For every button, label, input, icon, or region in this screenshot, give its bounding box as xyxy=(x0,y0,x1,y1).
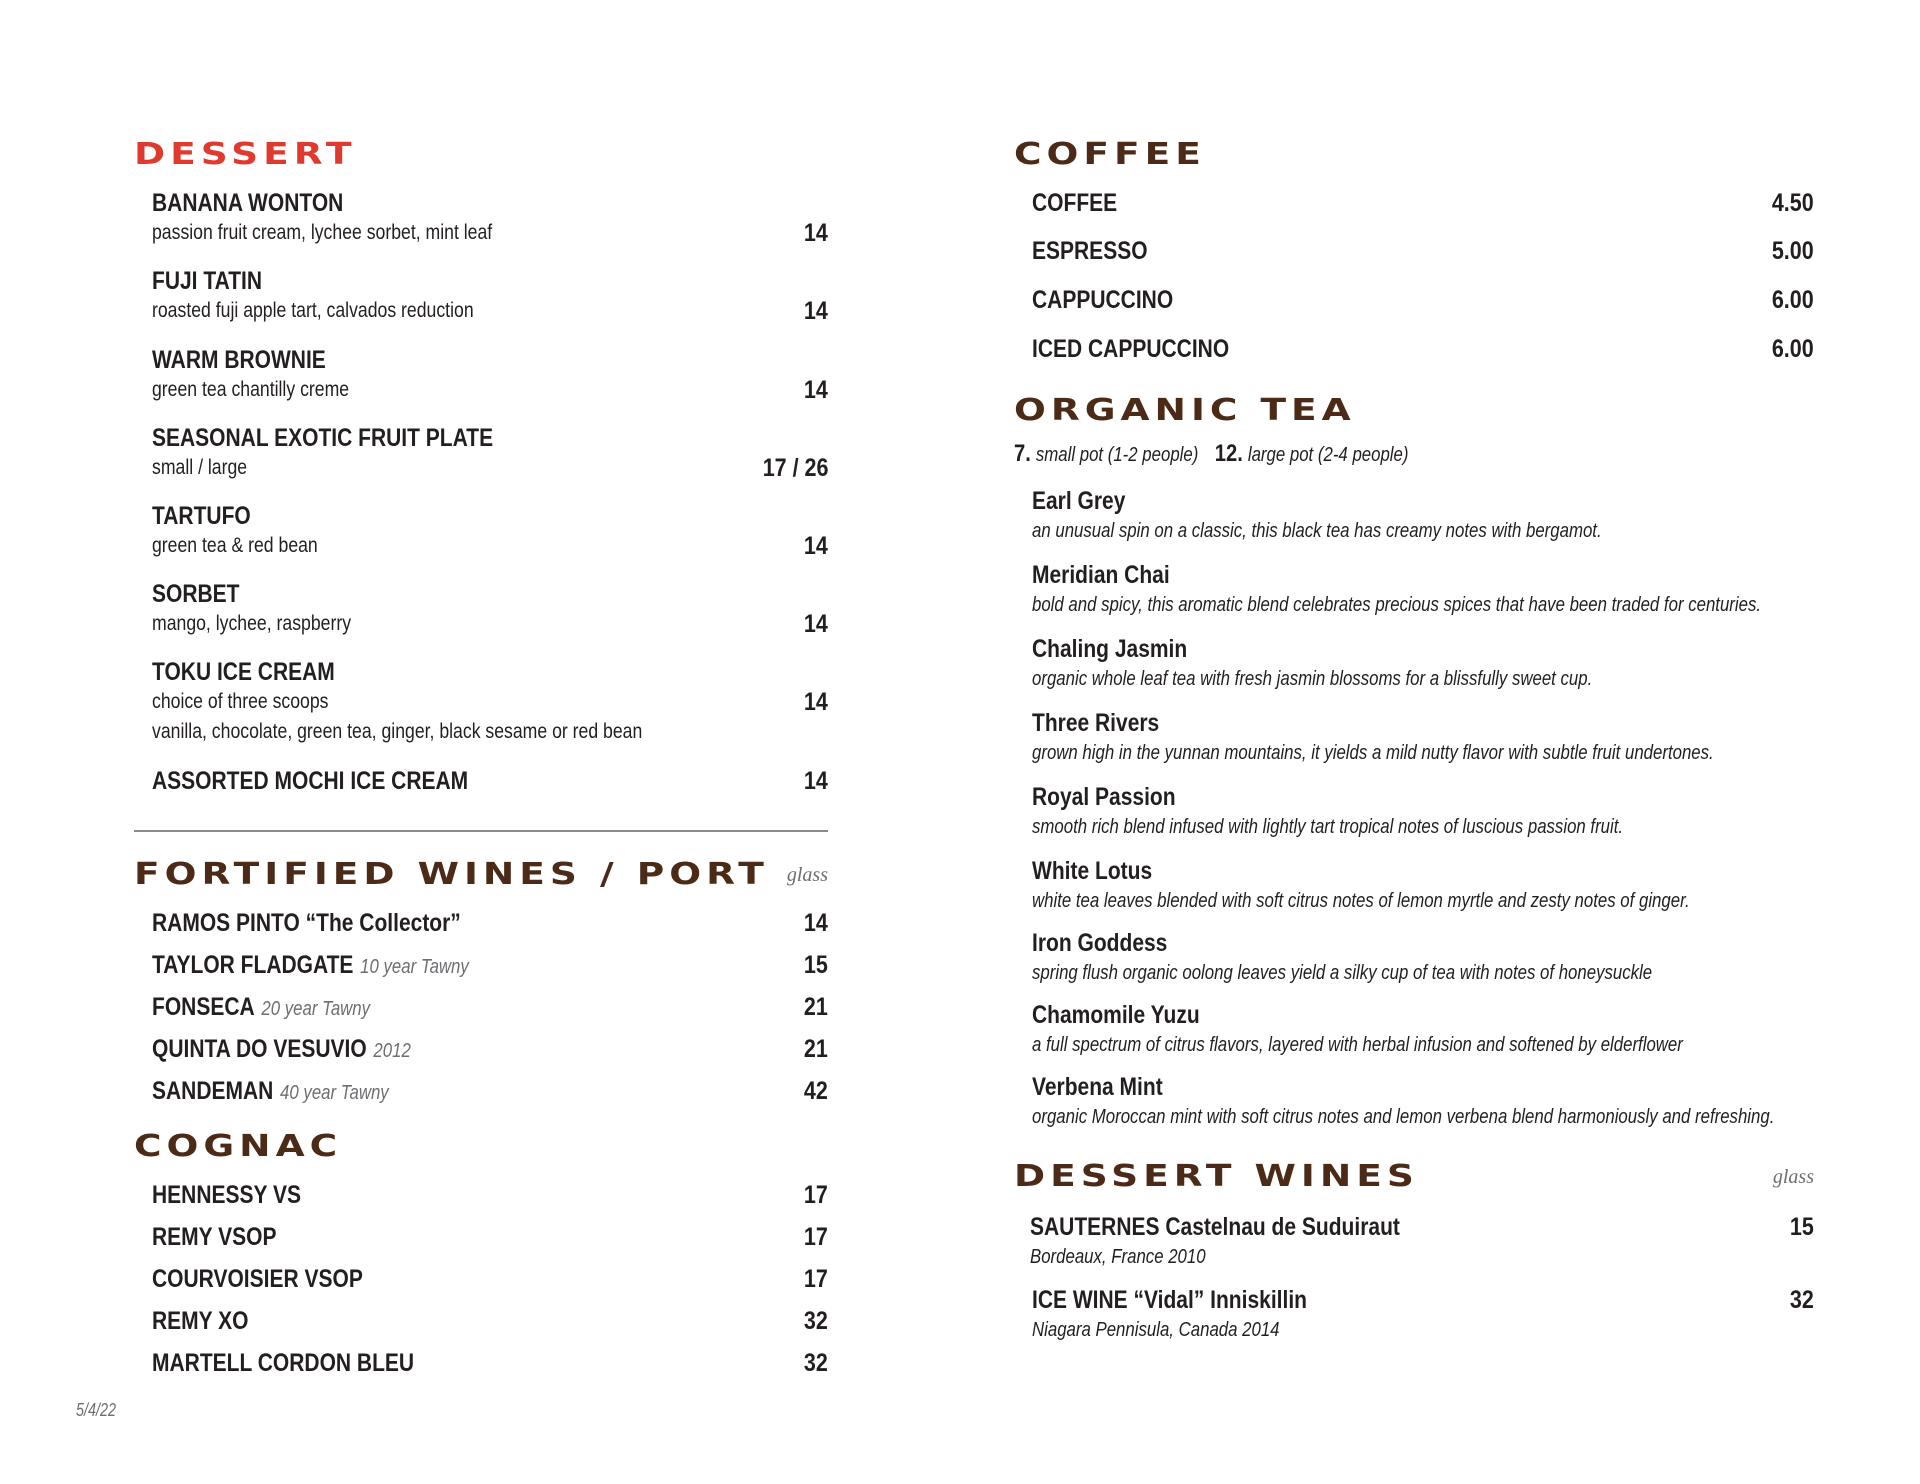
item-vintage: 2012 xyxy=(373,1040,411,1062)
item-name: TAYLOR FLADGATE 10 year Tawny xyxy=(152,951,469,979)
item-name: FUJI TATIN xyxy=(152,267,263,295)
item-name: COFFEE xyxy=(1032,189,1118,217)
small-pot-label: small pot (1-2 people) xyxy=(1035,444,1199,466)
item-name: TARTUFO xyxy=(152,502,251,530)
tea-name: Chamomile Yuzu xyxy=(1032,1001,1200,1029)
item-name: BANANA WONTON xyxy=(152,189,344,217)
item-price: 14 xyxy=(804,688,828,716)
item-name: COURVOISIER VSOP xyxy=(152,1265,363,1293)
item-name: REMY VSOP xyxy=(152,1223,277,1251)
item-desc: green tea chantilly creme xyxy=(152,378,350,401)
item-price: 14 xyxy=(804,610,828,638)
item-price: 32 xyxy=(804,1307,828,1335)
item-name: SORBET xyxy=(152,580,240,608)
tea-item xyxy=(1032,708,1814,768)
dessert-item xyxy=(152,423,828,483)
tea-item xyxy=(1032,560,1814,620)
item-price: 6.00 xyxy=(1772,335,1814,363)
item-desc: passion fruit cream, lychee sorbet, mint leaf xyxy=(152,221,493,244)
cognac-heading: COGNAC xyxy=(134,1129,343,1164)
dessert-wines-heading: DESSERT WINES xyxy=(1014,1159,1419,1194)
glass-note: glass xyxy=(1772,1166,1814,1188)
coffee-item xyxy=(1032,188,1814,218)
coffee-item xyxy=(1032,236,1814,266)
tea-name: Verbena Mint xyxy=(1032,1073,1163,1101)
item-price: 14 xyxy=(804,219,828,247)
tea-name: White Lotus xyxy=(1032,857,1153,885)
item-price: 17 xyxy=(804,1181,828,1209)
cognac-item xyxy=(152,1180,828,1210)
tea-desc: grown high in the yunnan mountains, it yields a mild nutty flavor with subtle fruit undertones. xyxy=(1032,742,1714,764)
tea-desc: an unusual spin on a classic, this black tea has creamy notes with bergamot. xyxy=(1032,520,1602,542)
item-desc: choice of three scoops xyxy=(152,690,329,713)
fortified-item xyxy=(152,908,828,938)
tea-item xyxy=(1032,634,1814,694)
large-pot-price: 12. xyxy=(1214,440,1243,467)
small-pot-price: 7. xyxy=(1014,440,1031,467)
item-origin: Niagara Pennisula, Canada 2014 xyxy=(1032,1319,1280,1341)
item-name: TOKU ICE CREAM xyxy=(152,658,335,686)
fortified-item xyxy=(152,1034,828,1066)
item-vintage: 20 year Tawny xyxy=(261,998,371,1020)
item-desc: roasted fuji apple tart, calvados reduction xyxy=(152,299,474,322)
dessert-item xyxy=(152,501,828,561)
item-price: 14 xyxy=(804,532,828,560)
tea-desc: smooth rich blend infused with lightly tart tropical notes of luscious passion fruit. xyxy=(1032,816,1624,838)
item-price: 17 / 26 xyxy=(762,454,828,482)
cognac-item xyxy=(152,1348,828,1378)
dessert-wine-item xyxy=(1032,1285,1814,1345)
item-name: CAPPUCCINO xyxy=(1032,286,1174,314)
fortified-item xyxy=(152,950,828,982)
item-price: 15 xyxy=(804,951,828,979)
fortified-item xyxy=(152,992,828,1024)
item-desc-flavors: vanilla, chocolate, green tea, ginger, black sesame or red bean xyxy=(152,720,643,743)
item-name: FONSECA 20 year Tawny xyxy=(152,993,371,1021)
dessert-item xyxy=(152,766,828,796)
item-price: 21 xyxy=(804,1035,828,1063)
dessert-wine-item xyxy=(1030,1212,1814,1272)
item-name: WARM BROWNIE xyxy=(152,346,326,374)
item-desc: mango, lychee, raspberry xyxy=(152,612,352,635)
tea-name: Chaling Jasmin xyxy=(1032,635,1188,663)
tea-name: Meridian Chai xyxy=(1032,561,1170,589)
item-price: 4.50 xyxy=(1772,189,1814,217)
item-name: ESPRESSO xyxy=(1032,237,1148,265)
item-price: 32 xyxy=(1790,1286,1814,1314)
item-name: SAUTERNES Castelnau de Suduiraut xyxy=(1030,1213,1400,1241)
item-name: ASSORTED MOCHI ICE CREAM xyxy=(152,767,469,795)
item-price: 14 xyxy=(804,297,828,325)
coffee-heading: COFFEE xyxy=(1014,137,1206,172)
cognac-item xyxy=(152,1306,828,1336)
tea-item xyxy=(1032,928,1814,988)
tea-desc: white tea leaves blended with soft citrus notes of lemon myrtle and zesty notes of ginger. xyxy=(1032,890,1690,912)
tea-item xyxy=(1032,1072,1814,1132)
fortified-item xyxy=(152,1076,828,1108)
tea-item xyxy=(1032,486,1814,546)
item-name: SANDEMAN 40 year Tawny xyxy=(152,1077,389,1105)
dessert-item xyxy=(152,345,828,405)
item-name: QUINTA DO VESUVIO 2012 xyxy=(152,1035,411,1063)
tea-desc: organic Moroccan mint with soft citrus notes and lemon verbena blend harmoniously and refreshing. xyxy=(1032,1106,1775,1128)
tea-name: Earl Grey xyxy=(1032,487,1126,515)
item-name: SEASONAL EXOTIC FRUIT PLATE xyxy=(152,424,494,452)
item-price: 14 xyxy=(804,909,828,937)
tea-desc: a full spectrum of citrus flavors, layered with herbal infusion and softened by elderflower xyxy=(1032,1034,1683,1056)
item-price: 14 xyxy=(804,376,828,404)
dessert-item xyxy=(152,657,828,747)
section-divider xyxy=(134,830,828,832)
tea-name: Iron Goddess xyxy=(1032,929,1168,957)
tea-name: Royal Passion xyxy=(1032,783,1176,811)
item-desc: green tea & red bean xyxy=(152,534,318,557)
item-price: 17 xyxy=(804,1265,828,1293)
item-price: 17 xyxy=(804,1223,828,1251)
dessert-heading: DESSERT xyxy=(134,137,357,172)
dessert-item xyxy=(152,266,828,326)
tea-desc: bold and spicy, this aromatic blend celebrates precious spices that have been traded for centuries. xyxy=(1032,594,1762,616)
tea-item xyxy=(1032,856,1814,916)
item-price: 15 xyxy=(1790,1213,1814,1241)
coffee-item xyxy=(1032,334,1814,364)
item-price: 42 xyxy=(804,1077,828,1105)
dessert-item xyxy=(152,579,828,639)
fortified-heading: FORTIFIED WINES / PORT xyxy=(134,857,769,892)
tea-name: Three Rivers xyxy=(1032,709,1160,737)
item-name: MARTELL CORDON BLEU xyxy=(152,1349,415,1377)
tea-item xyxy=(1032,1000,1814,1060)
item-name: RAMOS PINTO “The Collector” xyxy=(152,909,461,937)
tea-heading: ORGANIC TEA xyxy=(1014,393,1356,428)
large-pot-label: large pot (2-4 people) xyxy=(1247,444,1409,466)
dessert-item xyxy=(152,188,828,248)
item-name: ICE WINE “Vidal” Inniskillin xyxy=(1032,1286,1307,1314)
item-price: 6.00 xyxy=(1772,286,1814,314)
item-price: 32 xyxy=(804,1349,828,1377)
item-price: 5.00 xyxy=(1772,237,1814,265)
tea-pot-sizes xyxy=(1014,440,1420,468)
glass-note: glass xyxy=(786,864,828,886)
item-name: ICED CAPPUCCINO xyxy=(1032,335,1230,363)
cognac-item xyxy=(152,1222,828,1252)
cognac-item xyxy=(152,1264,828,1294)
print-date: 5/4/22 xyxy=(76,1400,117,1420)
item-desc: small / large xyxy=(152,456,248,479)
coffee-item xyxy=(1032,285,1814,315)
item-price: 21 xyxy=(804,993,828,1021)
item-vintage: 10 year Tawny xyxy=(360,956,469,978)
item-vintage: 40 year Tawny xyxy=(280,1082,389,1104)
tea-desc: organic whole leaf tea with fresh jasmin blossoms for a blissfully sweet cup. xyxy=(1032,668,1593,690)
item-origin: Bordeaux, France 2010 xyxy=(1030,1246,1206,1268)
tea-desc: spring flush organic oolong leaves yield a silky cup of tea with notes of honeysuckle xyxy=(1032,962,1653,984)
item-name: HENNESSY VS xyxy=(152,1181,302,1209)
item-name: REMY XO xyxy=(152,1307,249,1335)
item-price: 14 xyxy=(804,767,828,795)
tea-item xyxy=(1032,782,1814,842)
